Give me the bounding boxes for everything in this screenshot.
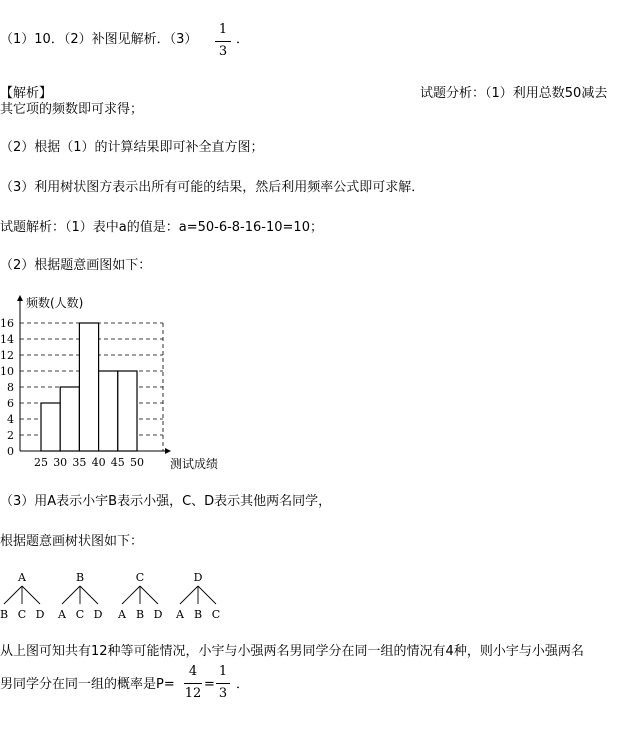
x-tick-label: 45 xyxy=(110,456,125,469)
tree-branch xyxy=(140,586,158,604)
tree-branch xyxy=(80,586,98,604)
histogram-bar xyxy=(79,323,98,451)
x-tick-label: 25 xyxy=(34,456,48,469)
tree-root-label: A xyxy=(18,571,26,584)
tree-root-label: D xyxy=(193,571,203,584)
y-tick-label: 4 xyxy=(7,413,14,426)
tree-leaf-label: A xyxy=(118,608,126,621)
tree-leaf-label: D xyxy=(93,608,103,621)
answer-fraction xyxy=(215,22,231,59)
answer-frac-num: 1 xyxy=(218,22,228,37)
answer-text: （1）10．（2）补图见解析．（3） xyxy=(0,32,198,47)
tree-root-label: C xyxy=(135,571,145,584)
frac2-num: 1 xyxy=(218,664,228,679)
y-tick-label: 12 xyxy=(0,349,14,362)
tree-branch xyxy=(4,586,22,604)
tree-branch xyxy=(22,586,40,604)
analysis-line-4: 试题解析：（1）表中a的值是：a=50-6-8-16-10=10； xyxy=(0,220,323,235)
tree-diagram xyxy=(0,566,230,628)
tree-leaf-label: C xyxy=(17,608,27,621)
y-tick-label: 6 xyxy=(7,397,14,410)
analysis-right: 试题分析：（1）利用总数50减去 xyxy=(420,86,608,101)
y-tick-label: 14 xyxy=(0,333,14,346)
histogram-bar xyxy=(99,371,118,451)
y-tick-label: 8 xyxy=(7,381,14,394)
frac1-den: 12 xyxy=(184,686,202,701)
part3-line-1: （3）用A表示小宇B表示小强，C、D表示其他两名同学， xyxy=(0,494,332,509)
conclusion-equals: = xyxy=(204,677,215,692)
answer-line xyxy=(0,32,197,48)
tree-branch xyxy=(62,586,80,604)
analysis-title: 【解析】 xyxy=(0,86,53,101)
y-tick-label: 10 xyxy=(0,365,14,378)
tree-leaf-label: D xyxy=(35,608,45,621)
tree-branch xyxy=(122,586,140,604)
part3-line-2: 根据题意画树状图如下： xyxy=(0,534,144,549)
tree-root-label: B xyxy=(75,571,85,584)
x-tick-label: 40 xyxy=(91,456,106,469)
histogram-bar xyxy=(118,371,137,451)
tree-leaf-label: A xyxy=(176,608,184,621)
frac1-num: 4 xyxy=(188,664,198,679)
conclusion-fraction-2 xyxy=(216,664,230,701)
x-tick-label: 30 xyxy=(53,456,68,469)
y-tick-label: 2 xyxy=(7,429,14,442)
conclusion-line-2: 男同学分在同一组的概率是P= xyxy=(0,677,175,692)
frac2-den: 3 xyxy=(218,686,228,701)
histogram-bar xyxy=(60,387,79,451)
y-axis-label: 频数(人数) xyxy=(26,296,84,310)
analysis-line-3: （3）利用树状图方表示出所有可能的结果，然后利用频率公式即可求解． xyxy=(0,180,425,195)
conclusion-fraction-1 xyxy=(184,664,202,701)
tree-leaf-label: C xyxy=(211,608,221,621)
tree-branch xyxy=(180,586,198,604)
tree-leaf-label: B xyxy=(135,608,145,621)
x-tick-label: 35 xyxy=(72,456,87,469)
tree-leaf-label: D xyxy=(153,608,163,621)
histogram-bar xyxy=(41,403,60,451)
x-axis-label: 测试成绩 xyxy=(170,457,219,471)
tree-leaf-label: C xyxy=(75,608,85,621)
answer-tail: ． xyxy=(236,32,250,47)
y-tick-label: 16 xyxy=(0,317,14,330)
analysis-line-1: 其它项的频数即可求得； xyxy=(0,102,144,117)
conclusion-line-1: 从上图可知共有12种等可能情况，小宇与小强两名男同学分在同一组的情况有4种，则小宇与小强两名 xyxy=(0,644,584,659)
answer-frac-den: 3 xyxy=(218,44,228,59)
histogram-chart xyxy=(0,290,240,475)
tree-leaf-label: A xyxy=(58,608,66,621)
conclusion-tail: ． xyxy=(236,677,250,692)
tree-leaf-label: B xyxy=(0,608,9,621)
tree-branch xyxy=(198,586,216,604)
analysis-line-5: （2）根据题意画图如下： xyxy=(0,258,152,273)
x-tick-label: 50 xyxy=(130,456,144,469)
y-tick-label: 0 xyxy=(7,445,14,458)
analysis-line-2: （2）根据（1）的计算结果即可补全直方图； xyxy=(0,140,264,155)
tree-leaf-label: B xyxy=(193,608,203,621)
